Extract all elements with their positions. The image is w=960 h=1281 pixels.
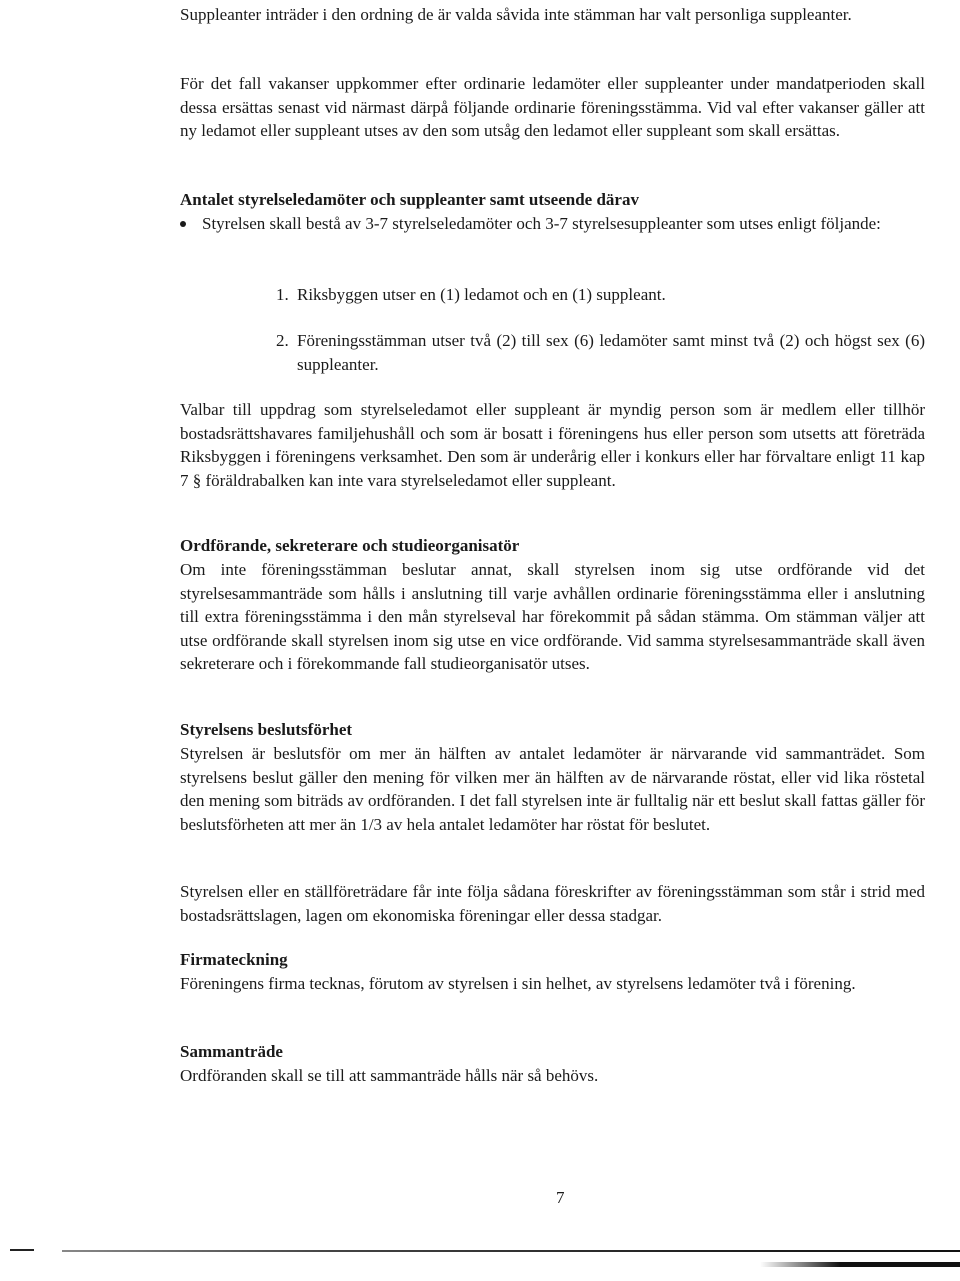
paragraph-sammantrade: Ordföranden skall se till att sammanträde hålls när så behövs. [180, 1066, 599, 1085]
footer-rule-thick [760, 1262, 960, 1267]
paragraph-suppleanter: Suppleanter inträder i den ordning de är valda såvida inte stämman har valt personliga suppleanter. [180, 5, 852, 24]
paragraph-stallforetradare: Styrelsen eller en ställföreträdare får inte följa sådana föreskrifter av föreningsstämman som står i strid med bostadsrättslagen, lagen om ekonomiska föreningar eller dessa stadgar. [180, 882, 925, 925]
footer-rule-short [10, 1249, 34, 1251]
list-item-2 [180, 329, 925, 376]
list-item-1 [180, 283, 925, 307]
list-item-text: Riksbyggen utser en (1) ledamot och en (1) suppleant. [297, 285, 666, 304]
list-item-text: Föreningsstämman utser två (2) till sex (6) ledamöter samt minst två (2) och högst sex (6) suppleanter. [297, 331, 925, 374]
heading-antalet: Antalet styrelseledamöter och suppleanter samt utseende därav [180, 190, 639, 209]
heading-ordforande: Ordförande, sekreterare och studieorganisatör [180, 536, 520, 555]
paragraph-beslutsforhet: Styrelsen är beslutsför om mer än hälften av antalet ledamöter är närvarande vid sammanträdet. Som styrelsens beslut gäller den mening för vilken mer än hälften av de närvarande röstat, eller vid lika röstetal den mening som biträds av ordföranden. I det fall styrelsen inte är fulltalig när ett beslut skall fattas gäller för beslutsförheten att mer än 1/3 av hela antalet ledamöter har röstat för beslutet. [180, 744, 925, 834]
heading-beslutsforhet: Styrelsens beslutsförhet [180, 720, 353, 739]
paragraph-valbar: Valbar till uppdrag som styrelseledamot eller suppleant är myndig person som är medlem eller tillhör bostadsrättshavares familjehushåll och som är bosatt i föreningens hus eller person som utsetts att företräda Riksbyggen i föreningens verksamhet. Den som är underårig eller i konkurs eller har förvaltare enligt 11 kap 7 § föräldrabalken kan inte vara styrelseledamot eller suppleant. [180, 400, 925, 490]
bullet-styrelsen [180, 212, 925, 236]
paragraph-firmateckning: Föreningens firma tecknas, förutom av styrelsen i sin helhet, av styrelsens ledamöter två i förening. [180, 974, 856, 993]
heading-sammantrade: Sammanträde [180, 1042, 283, 1061]
heading-firmateckning: Firmateckning [180, 950, 288, 969]
page-number: 7 [556, 1188, 565, 1207]
bullet-text: Styrelsen skall bestå av 3-7 styrelseledamöter och 3-7 styrelsesuppleanter som utses enligt följande: [202, 214, 881, 233]
bullet-dot-icon [180, 221, 186, 227]
footer-rule [62, 1250, 960, 1252]
paragraph-ordforande: Om inte föreningsstämman beslutar annat, skall styrelsen inom sig utse ordförande vid det styrelsesammanträde som hålls i anslutning till varje avhållen ordinarie föreningsstämma eller i anslutning till extra föreningsstämma i den mån styrelseval har förekommit på sådan stämma. Om stämman väljer att utse ordförande skall styrelsen inom sig utse en vice ordförande. Vid samma styrelsesammanträde skall även sekreterare och i förekommande fall studieorganisatör utses. [180, 560, 925, 673]
list-number: 2. [276, 331, 289, 350]
paragraph-vakanser: För det fall vakanser uppkommer efter ordinarie ledamöter eller suppleanter under mandatperioden skall dessa ersättas senast vid närmast därpå följande ordinarie föreningsstämma. Vid val efter vakanser gäller att ny ledamot eller suppleant utses av den som utsåg den ledamot eller suppleant som skall ersättas. [180, 74, 925, 140]
list-number: 1. [276, 285, 289, 304]
